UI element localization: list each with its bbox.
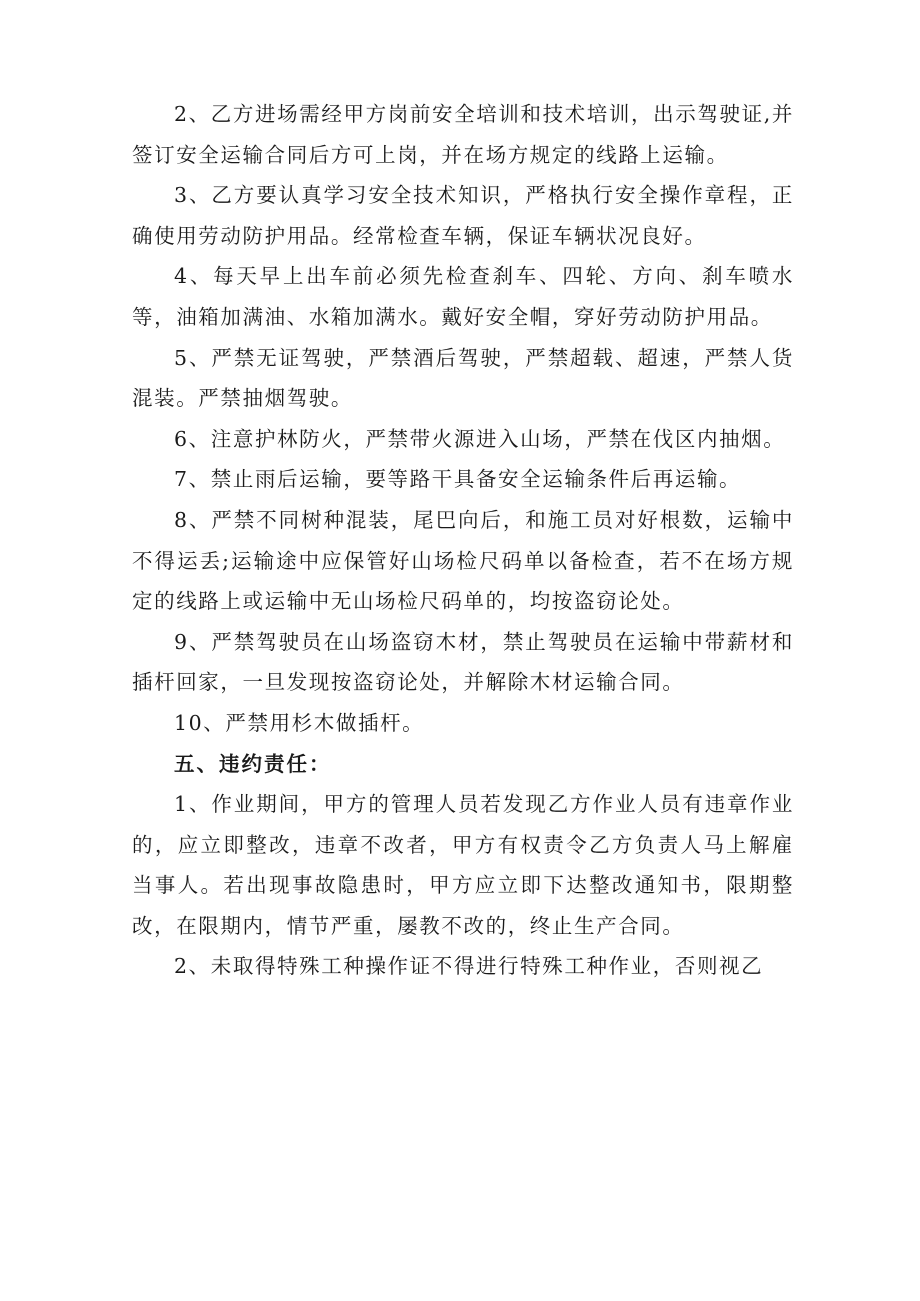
paragraph-item-3: 3、乙方要认真学习安全技术知识，严格执行安全操作章程，正确使用劳动防护用品。经常检查车辆，保证车辆状况良好。: [132, 183, 794, 248]
paragraph-item-6: 6、注意护林防火，严禁带火源进入山场，严禁在伐区内抽烟。: [174, 426, 786, 451]
section-heading-breach-liability: 五、违约责任：: [174, 751, 332, 776]
paragraph-item-9: 9、严禁驾驶员在山场盗窃木材，禁止驾驶员在运输中带薪材和插杆回家，一旦发现按盗窃论处，并解除木材运输合同。: [132, 629, 794, 695]
paragraph-item-10: 10、严禁用杉木做插杆。: [174, 710, 425, 735]
paragraph-item-5: 5、严禁无证驾驶，严禁酒后驾驶，严禁超载、超速，严禁人货混装。严禁抽烟驾驶。: [132, 345, 794, 411]
paragraph-item-2: 2、乙方进场需经甲方岗前安全培训和技术培训，出示驾驶证,并签订安全运输合同后方可上岗，并在场方规定的线路上运输。: [132, 102, 794, 167]
document-body: [132, 94, 794, 987]
liability-paragraph-2: 2、未取得特殊工种操作证不得进行特殊工种作业，否则视乙: [174, 954, 764, 979]
paragraph-item-4: 4、每天早上出车前必须先检查刹车、四轮、方向、刹车喷水等，油箱加满油、水箱加满水。戴好安全帽，穿好劳动防护用品。: [132, 264, 794, 329]
paragraph-item-7: 7、禁止雨后运输，要等路干具备安全运输条件后再运输。: [174, 467, 742, 492]
paragraph-item-8: 8、严禁不同树种混装，尾巴向后，和施工员对好根数，运输中不得运丢;运输途中应保管好山场检尺码单以备检查，若不在场方规定的线路上或运输中无山场检尺码单的，均按盗窃论处。: [132, 507, 794, 614]
liability-paragraph-1: 1、作业期间，甲方的管理人员若发现乙方作业人员有违章作业的，应立即整改，违章不改者，甲方有权责令乙方负责人马上解雇当事人。若出现事故隐患时，甲方应立即下达整改通知书，限期整改，在限期内，情节严重，屡教不改的，终止生产合同。: [132, 792, 794, 938]
